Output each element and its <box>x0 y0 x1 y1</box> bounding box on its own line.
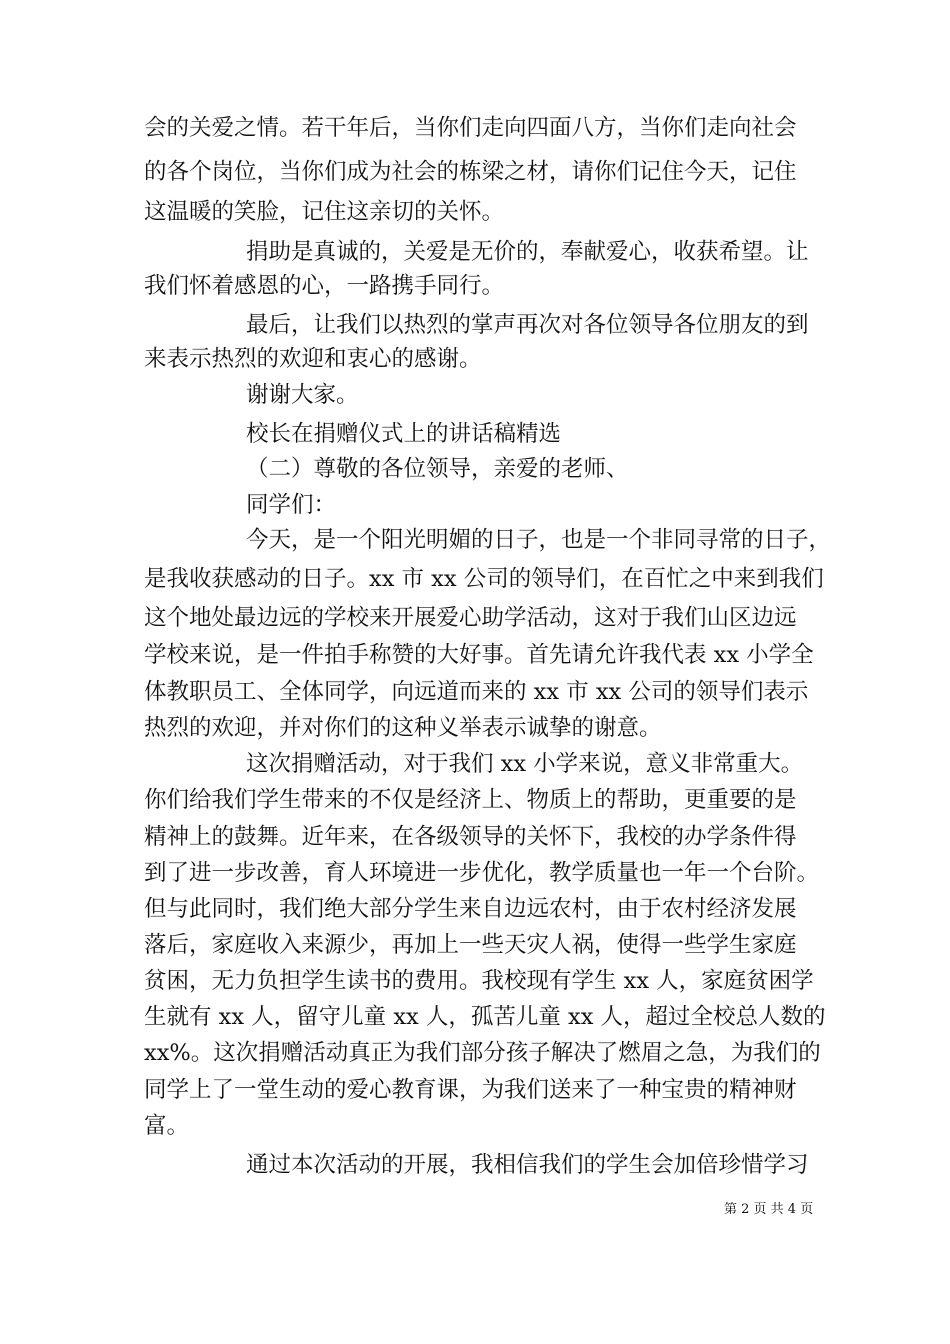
text-line: 谢谢大家。 <box>246 382 359 408</box>
text-line: 热烈的欢迎，并对你们的这种义举表示诚挚的谢意。 <box>144 715 662 741</box>
text-line: 体教职员工、全体同学，向远道而来的 xx 市 xx 公司的领导们表示 <box>144 679 809 705</box>
text-line: 会的关爱之情。若干年后，当你们走向四面八方，当你们走向社会 <box>144 115 797 141</box>
text-line: 来表示热烈的欢迎和衷心的感谢。 <box>144 346 482 372</box>
text-line: 同学上了一堂生动的爱心教育课，为我们送来了一种宝贵的精神财 <box>144 1077 797 1103</box>
text-line: 精神上的鼓舞。近年来，在各级领导的关怀下，我校的办学条件得 <box>144 824 797 850</box>
text-line: 你们给我们学生带来的不仅是经济上、物质上的帮助，更重要的是 <box>144 787 797 813</box>
text-line: 通过本次活动的开展，我相信我们的学生会加倍珍惜学习 <box>246 1152 809 1178</box>
text-line: 捐助是真诚的，关爱是无价的，奉献爱心，收获希望。让 <box>246 239 809 265</box>
text-line: 到了进一步改善，育人环境进一步优化，教学质量也一年一个台阶。 <box>144 860 820 886</box>
text-line: 这个地处最边远的学校来开展爱心助学活动，这对于我们山区边远 <box>144 605 797 631</box>
text-line: 最后，让我们以热烈的掌声再次对各位领导各位朋友的到 <box>246 312 809 338</box>
text-line: 的各个岗位，当你们成为社会的栋梁之材，请你们记住今天，记住 <box>144 159 797 185</box>
text-line: 是我收获感动的日子。xx 市 xx 公司的领导们，在百忙之中来到我们 <box>144 566 824 592</box>
document-title: 校长在捐赠仪式上的讲话稿精选 <box>246 421 562 447</box>
text-line: 富。 <box>144 1113 190 1139</box>
text-line: 学校来说，是一件拍手称赞的大好事。首先请允许我代表 xx 小学全 <box>144 642 814 668</box>
salutation: （二）尊敬的各位领导，亲爱的老师、 <box>246 456 629 482</box>
text-line: xx%。这次捐赠活动真正为我们部分孩子解决了燃眉之急，为我们的 <box>144 1040 821 1066</box>
salutation: 同学们： <box>246 492 337 518</box>
text-line: 但与此同时，我们绝大部分学生来自边远农村，由于农村经济发展 <box>144 896 797 922</box>
text-line: 生就有 xx 人，留守儿童 xx 人，孤苦儿童 xx 人，超过全校总人数的 <box>144 1004 826 1030</box>
page-number-footer: 第 2 页 共 4 页 <box>724 1202 814 1217</box>
text-line: 落后，家庭收入来源少，再加上一些天灾人祸，使得一些学生家庭 <box>144 932 797 958</box>
text-line: 这次捐赠活动，对于我们 xx 小学来说，意义非常重大。 <box>246 751 804 777</box>
text-line: 这温暖的笑脸，记住这亲切的关怀。 <box>144 199 505 225</box>
text-line: 贫困，无力负担学生读书的费用。我校现有学生 xx 人，家庭贫困学 <box>144 968 814 994</box>
text-line: 今天，是一个阳光明媚的日子，也是一个非同寻常的日子， <box>246 527 832 553</box>
text-line: 我们怀着感恩的心，一路携手同行。 <box>144 273 505 299</box>
